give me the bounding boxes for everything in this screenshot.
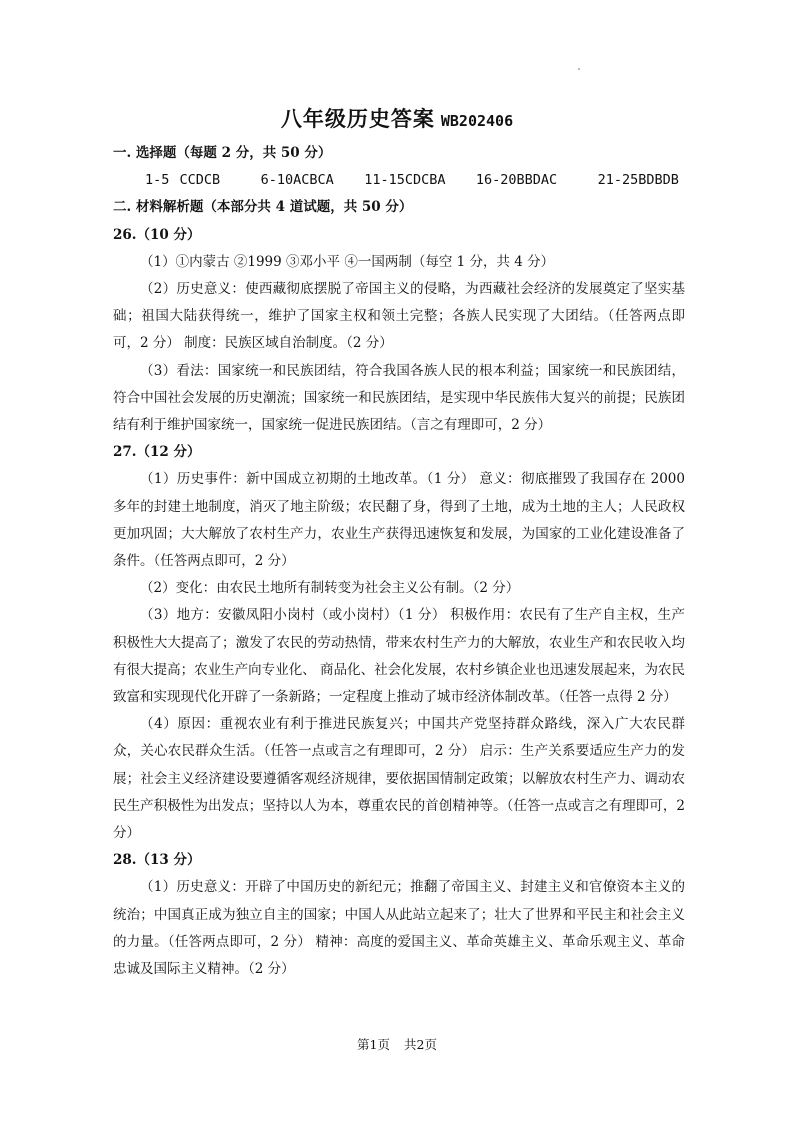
section-1-title: 一. 选择题（每题 2 分，共 50 分） [113,145,332,161]
q26-heading: 26.（10 分） [113,226,201,243]
q27-heading: 27.（12 分） [113,444,201,461]
q28-part1: （1）历史意义：开辟了中国历史的新纪元；推翻了帝国主义、封建主义和官僚资本主义的统治；中国真正成为独立自主的国家；中国人从此站立起来了；壮大了世界和平民主和社会主义的力量。（任答两点即可，2 分） 精神：高度的爱国主义、革命英雄主义、革命乐观主义、革命忠诚及国际主义精神。（2 分） [113,879,685,978]
q27-part1: （1）历史事件：新中国成立初期的土地改革。（1 分） 意义：彻底摧毁了我国存在 2000 多年的封建土地制度，消灭了地主阶级；农民翻了身，得到了土地，成为土地的主人；人民政权更加巩固；大大解放了农村生产力，农业生产获得迅速恢复和发展，为国家的工业化建设准备了条件。（任答两点即可，2 分） [113,471,685,570]
page-total: 共2页 [404,1037,437,1052]
q26-part2: （2）历史意义：使西藏彻底摆脱了帝国主义的侵略，为西藏社会经济的发展奠定了坚实基础；祖国大陆获得统一，维护了国家主权和领土完整；各族人民实现了大团结。（任答两点即可，2 分） 制度：民族区域自治制度。（2 分） [113,281,685,352]
q26-part3: （3）看法：国家统一和民族团结，符合我国各族人民的根本利益；国家统一和民族团结，符合中国社会发展的历史潮流；国家统一和民族团结，是实现中华民族伟大复兴的前提；民族团结有利于维护国家统一，国家统一促进民族团结。（言之有理即可，2 分） [113,362,685,434]
q26-part1: （1）①内蒙古 ②1999 ③邓小平 ④一国两制（每空 1 分，共 4 分） [140,253,555,270]
answer-content [113,140,685,983]
q27-part3: （3）地方：安徽凤阳小岗村（或小岗村）（1 分） 积极作用：农民有了生产自主权，生产积极性大大提高了；激发了农民的劳动热情，带来农村生产力的大解放，农业生产和农民收入均有很大提高；农业生产向专业化、 商品化、社会化发展，农村乡镇企业也迅速发展起来，为农民致富和实现现代化开辟了一条新路；一定程度上推动了城市经济体制改革。（任答一点得 2 分） [113,607,685,706]
scan-speck [578,68,580,70]
q27-part2: （2）变化：由农民土地所有制转变为社会主义公有制。（2 分） [140,580,520,597]
document-title [0,103,794,133]
q27-part4: （4）原因：重视农业有利于推进民族复兴；中国共产党坚持群众路线，深入广大农民群众，关心农民群众生活。（任答一点或言之有理即可，2 分） 启示：生产关系要适应生产力的发展；社会主义经济建设要遵循客观经济规律，要依据国情制定政策；以解放农村生产力、调动农民生产积极性为出发点；坚持以人为本，尊重农民的首创精神等。（任答一点或言之有理即可，2 分） [113,716,685,842]
section-2-title: 二. 材料解析题（本部分共 4 道试题，共 50 分） [113,199,413,216]
page-number: 第1页 [357,1037,390,1052]
choice-answers: 1-5 CCDCB 6-10ACBCA 11-15CDCBA 16-20BBDAC 21-25BDBDB [145,172,679,189]
q28-heading: 28.（13 分） [113,852,201,869]
exam-code: WB202406 [440,112,514,130]
title-text: 八年级历史答案 [280,106,435,131]
page-footer [0,1035,794,1053]
